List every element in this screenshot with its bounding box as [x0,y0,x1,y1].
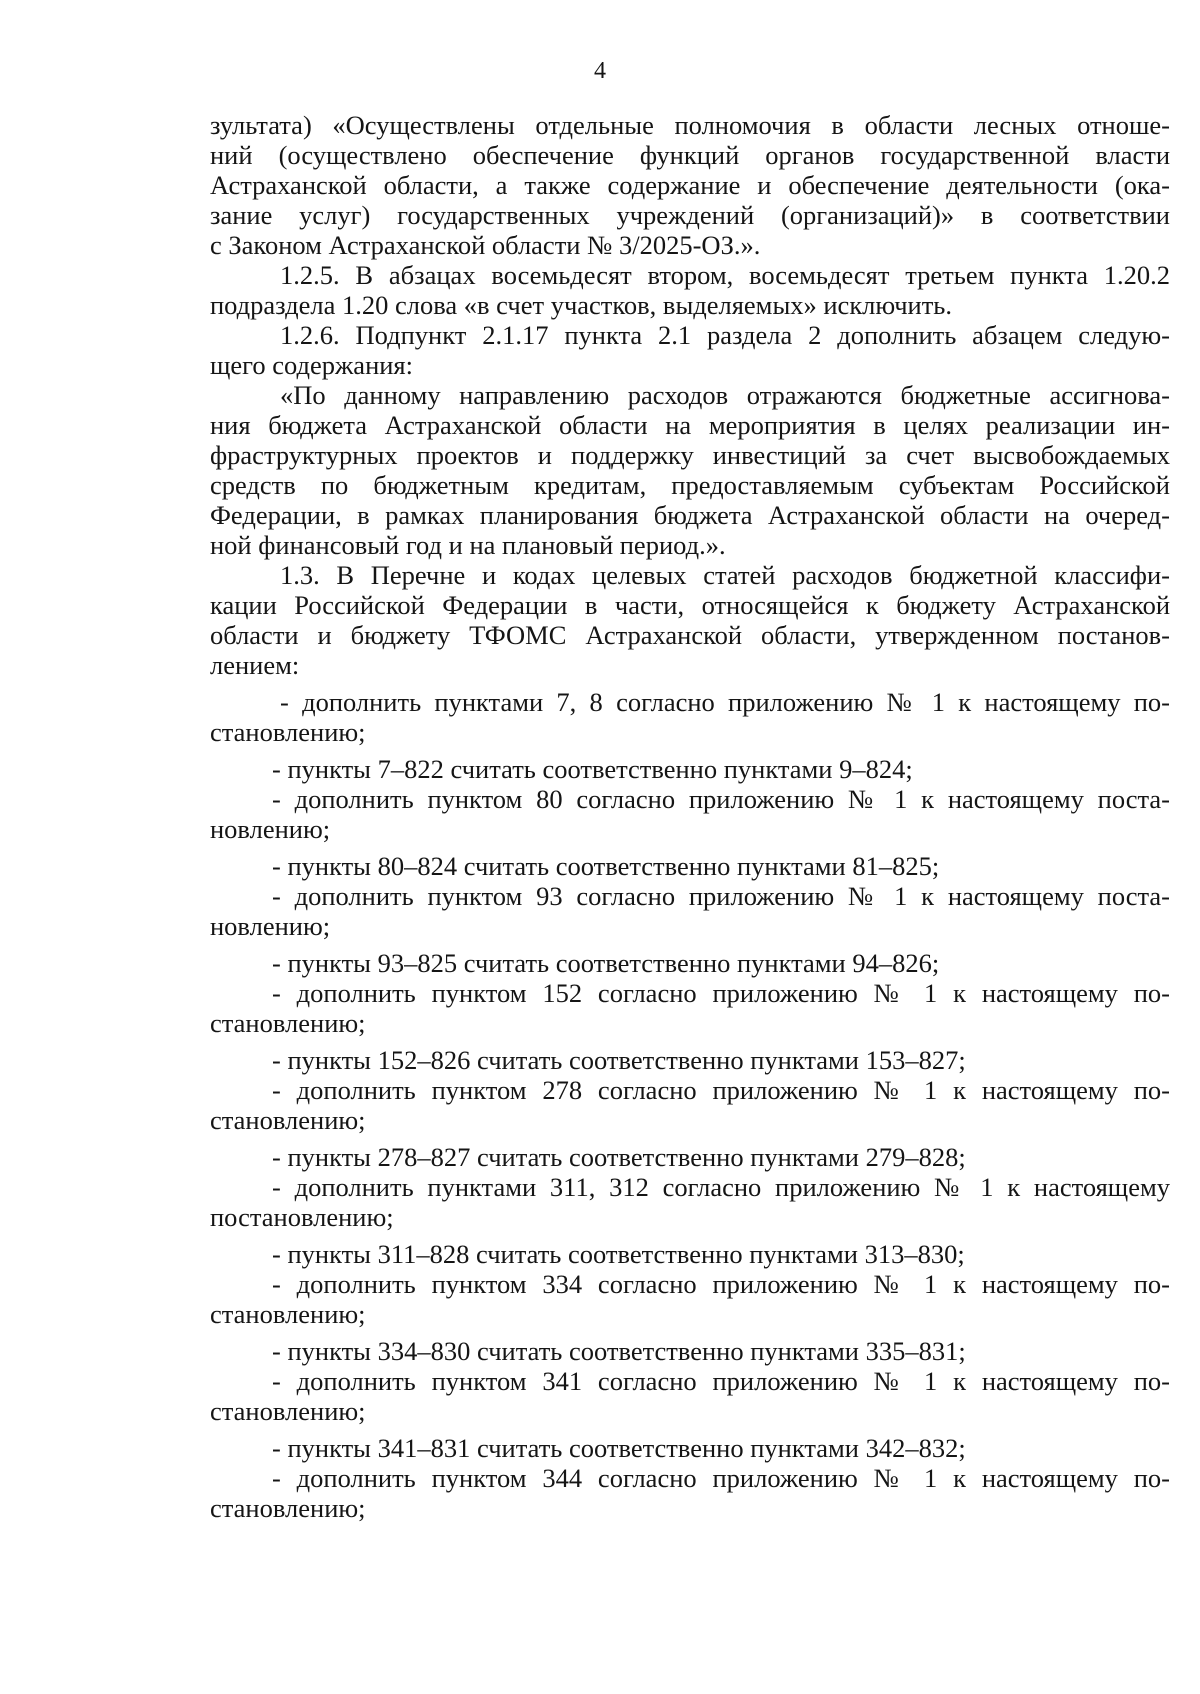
list-item: - дополнить пунктом 80 согласно приложению № 1 к настоящему поста- [272,784,1170,814]
text-line: щего содержания: [210,350,413,380]
list-item: - дополнить пунктами 311, 312 согласно приложению № 1 к настоящему [272,1172,1170,1202]
list-item-continuation: становлению; [210,1008,366,1038]
list-item: - дополнить пунктом 278 согласно приложению № 1 к настоящему по- [272,1075,1170,1105]
page-number: 4 [594,58,606,84]
quote-first-line: «По данному направлению расходов отражаются бюджетные ассигнова- [280,380,1170,410]
text-line: Федерации, в рамках планирования бюджета Астраханской области на очеред- [210,500,1170,530]
list-item-continuation: становлению; [210,1396,366,1426]
list-item-continuation: новлению; [210,911,331,941]
text-line: средств по бюджетным кредитам, предоставляемым субъектам Российской [210,470,1170,500]
list-item: - пункты 7–822 считать соответственно пунктами 9–824; [272,754,913,784]
list-item-continuation: постановлению; [210,1202,394,1232]
list-item: - пункты 93–825 считать соответственно пунктами 94–826; [272,948,940,978]
text-line: фраструктурных проектов и поддержку инвестиций за счет высвобождаемых [210,440,1170,470]
list-item: - дополнить пунктами 7, 8 согласно приложению № 1 к настоящему по- [280,687,1170,717]
list-item-continuation: становлению; [210,717,366,747]
text-line: зание услуг) государственных учреждений (организаций)» в соответствии [210,200,1170,230]
text-line: ния бюджета Астраханской области на мероприятия в целях реализации ин- [210,410,1170,440]
list-item: - пункты 341–831 считать соответственно пунктами 342–832; [272,1433,966,1463]
list-item-continuation: становлению; [210,1105,366,1135]
text-line: области и бюджету ТФОМС Астраханской области, утвержденном постанов- [210,620,1170,650]
text-line: подраздела 1.20 слова «в счет участков, выделяемых» исключить. [210,290,952,320]
paragraph-first-line: 1.2.6. Подпункт 2.1.17 пункта 2.1 раздела 2 дополнить абзацем следую- [280,320,1170,350]
list-item-continuation: становлению; [210,1493,366,1523]
text-line: с Законом Астраханской области № 3/2025-ОЗ.». [210,230,761,260]
list-item-continuation: новлению; [210,814,331,844]
text-line: зультата) «Осуществлены отдельные полномочия в области лесных отноше- [210,110,1170,140]
list-item-continuation: становлению; [210,1299,366,1329]
list-item: - пункты 334–830 считать соответственно пунктами 335–831; [272,1336,966,1366]
list-item: - дополнить пунктом 344 согласно приложению № 1 к настоящему по- [272,1463,1170,1493]
text-line: Астраханской области, а также содержание и обеспечение деятельности (ока- [210,170,1170,200]
list-item: - пункты 80–824 считать соответственно пунктами 81–825; [272,851,940,881]
document-body [210,110,1170,1523]
text-line: лением: [210,650,300,680]
list-item: - дополнить пунктом 152 согласно приложению № 1 к настоящему по- [272,978,1170,1008]
paragraph-first-line: 1.3. В Перечне и кодах целевых статей расходов бюджетной классифи- [280,560,1170,590]
text-line: ний (осуществлено обеспечение функций органов государственной власти [210,140,1170,170]
paragraph-first-line: 1.2.5. В абзацах восемьдесят втором, восемьдесят третьем пункта 1.20.2 [280,260,1170,290]
list-item: - дополнить пунктом 93 согласно приложению № 1 к настоящему поста- [272,881,1170,911]
text-line: кации Российской Федерации в части, относящейся к бюджету Астраханской [210,590,1170,620]
list-item: - дополнить пунктом 341 согласно приложению № 1 к настоящему по- [272,1366,1170,1396]
list-item: - пункты 311–828 считать соответственно пунктами 313–830; [272,1239,965,1269]
list-item: - пункты 278–827 считать соответственно пунктами 279–828; [272,1142,966,1172]
list-item: - дополнить пунктом 334 согласно приложению № 1 к настоящему по- [272,1269,1170,1299]
text-line: ной финансовый год и на плановый период.». [210,530,726,560]
list-item: - пункты 152–826 считать соответственно пунктами 153–827; [272,1045,966,1075]
